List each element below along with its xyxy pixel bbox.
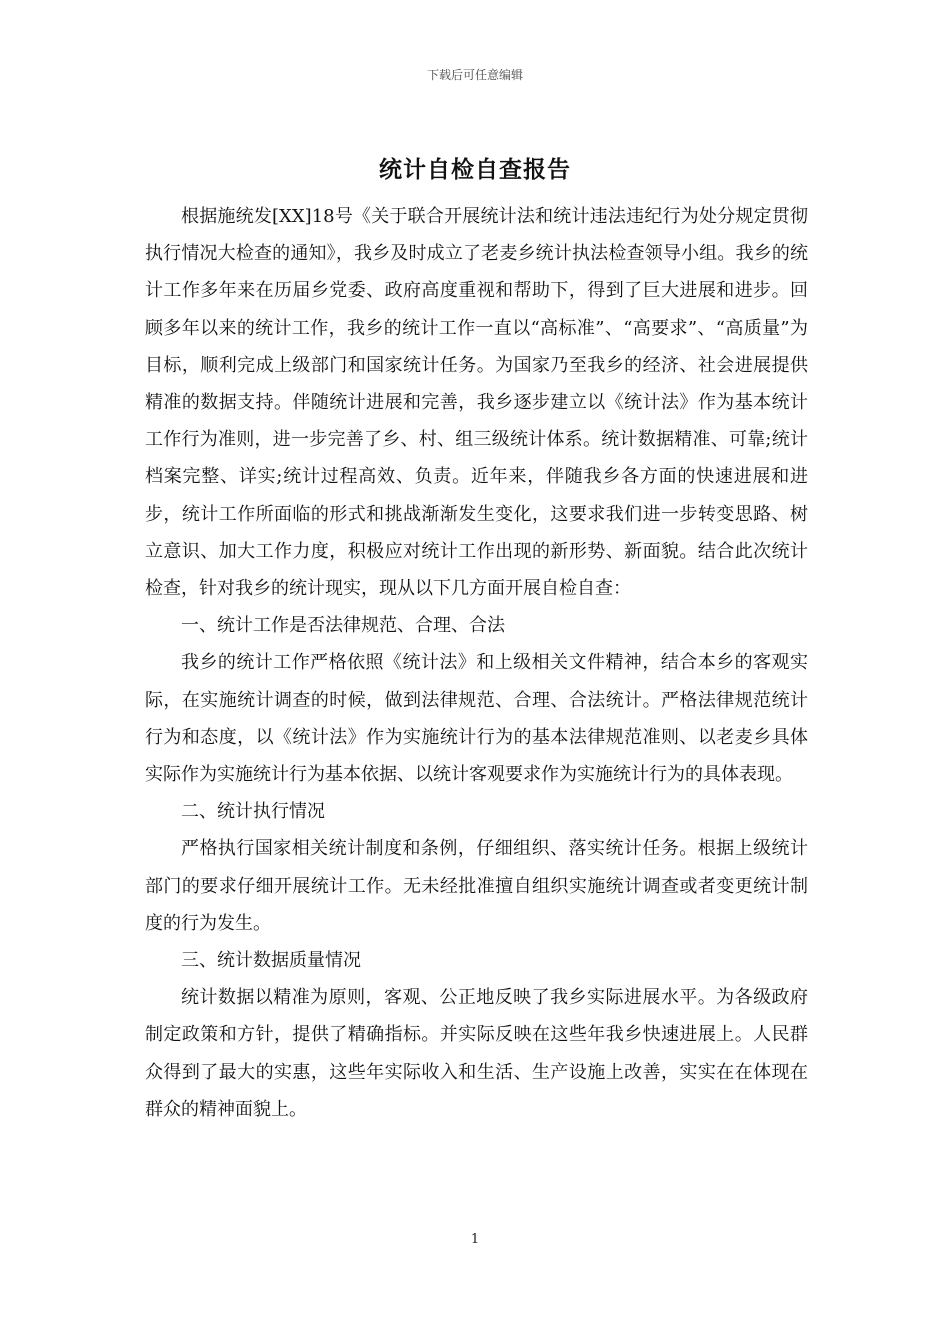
intro-paragraph: 根据施统发[XX]18号《关于联合开展统计法和统计违法违纪行为处分规定贯彻执行情况大检查的通知》，我乡及时成立了老麦乡统计执法检查领导小组。我乡的统计工作多年来在历届乡党委、政府高度重视和帮助下，得到了巨大进展和进步。回顾多年以来的统计工作，我乡的统计工作一直以“高标准”、“高要求”、“高质量”为目标，顺利完成上级部门和国家统计任务。为国家乃至我乡的经济、社会进展提供精准的数据支持。伴随统计进展和完善，我乡逐步建立以《统计法》作为基本统计工作行为准则，进一步完善了乡、村、组三级统计体系。统计数据精准、可靠;统计档案完整、详实;统计过程高效、负责。近年来，伴随我乡各方面的快速进展和进步，统计工作所面临的形式和挑战渐渐发生变化，这要求我们进一步转变思路、树立意识、加大工作力度，积极应对统计工作出现的新形势、新面貌。结合此次统计检查，针对我乡的统计现实，现从以下几方面开展自检自查： [145,206,808,600]
page-number: 1 [470,1232,480,1247]
header-note: 下载后可任意编辑 [426,68,523,82]
section-heading-1: 一、统计工作是否法律规范、合理、合法 [181,615,505,637]
section-paragraph-2: 严格执行国家相关统计制度和条例，仔细组织、落实统计任务。根据上级统计部门的要求仔细开展统计工作。无未经批准擅自组织实施统计调查或者变更统计制度的行为发生。 [145,838,808,934]
document-body [145,198,808,1128]
document-title: 统计自检自查报告 [379,157,571,183]
section-paragraph-3: 统计数据以精准为原则，客观、公正地反映了我乡实际进展水平。为各级政府制定政策和方针，提供了精确指标。并实际反映在这些年我乡快速进展上。人民群众得到了最大的实惠，这些年实际收入和生活、生产设施上改善，实实在在体现在群众的精神面貌上。 [145,987,808,1120]
section-heading-3: 三、统计数据质量情况 [181,950,361,972]
section-paragraph-1: 我乡的统计工作严格依照《统计法》和上级相关文件精神，结合本乡的客观实际，在实施统计调查的时候，做到法律规范、合理、合法统计。严格法律规范统计行为和态度，以《统计法》作为实施统计行为的基本法律规范准则、以老麦乡具体实际作为实施统计行为基本依据、以统计客观要求作为实施统计行为的具体表现。 [145,652,808,786]
section-heading-2: 二、统计执行情况 [181,801,325,823]
